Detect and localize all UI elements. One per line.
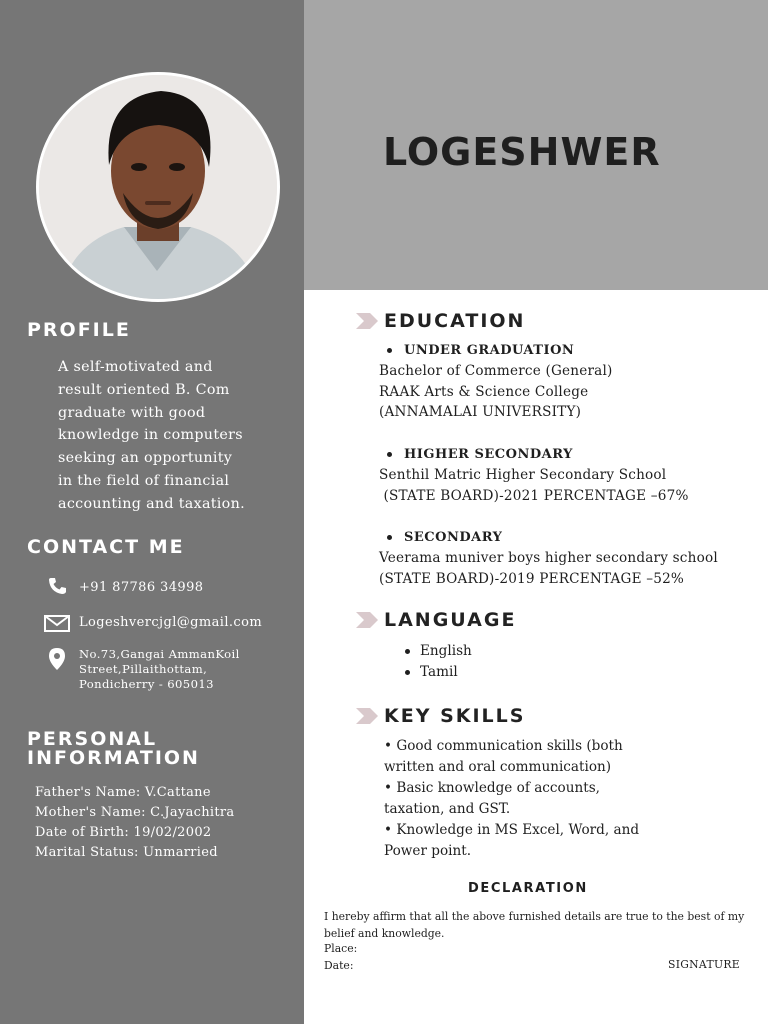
language-item bbox=[405, 643, 472, 659]
candidate-name: LOGESHWER bbox=[383, 130, 661, 174]
language-label: English bbox=[420, 643, 472, 659]
skills-list bbox=[384, 736, 664, 862]
education-heading bbox=[356, 310, 525, 332]
education-detail: Senthil Matric Higher Secondary School bbox=[379, 467, 667, 483]
location-pin-icon bbox=[44, 647, 70, 671]
contact-phone bbox=[44, 577, 203, 595]
personal-info-item: Marital Status: Unmarried bbox=[35, 845, 218, 860]
contact-address bbox=[44, 647, 240, 692]
education-entry-label: HIGHER SECONDARY bbox=[404, 447, 573, 462]
education-detail: (STATE BOARD)-2021 PERCENTAGE –67% bbox=[379, 488, 689, 504]
education-title: EDUCATION bbox=[384, 310, 526, 332]
address-text bbox=[79, 647, 240, 692]
personal-info-item: Mother's Name: C.Jayachitra bbox=[35, 805, 235, 820]
phone-number[interactable]: +91 87786 34998 bbox=[79, 580, 204, 595]
chevron-right-icon bbox=[356, 311, 380, 331]
chevron-right-icon bbox=[356, 610, 380, 630]
education-entry-title bbox=[387, 447, 573, 462]
mail-icon bbox=[44, 615, 70, 632]
bullet-icon bbox=[387, 535, 392, 540]
skills-heading bbox=[356, 705, 525, 727]
education-detail: (STATE BOARD)-2019 PERCENTAGE –52% bbox=[379, 571, 685, 587]
address-line: Pondicherry - 605013 bbox=[79, 677, 214, 691]
skills-line: • Basic knowledge of accounts, bbox=[384, 780, 600, 796]
bullet-icon bbox=[405, 649, 410, 654]
skills-line: taxation, and GST. bbox=[384, 801, 511, 817]
personal-info-list bbox=[35, 783, 234, 863]
skills-line: Power point. bbox=[384, 843, 472, 859]
bullet-icon bbox=[387, 348, 392, 353]
profile-heading: PROFILE bbox=[27, 319, 131, 341]
profile-photo bbox=[36, 72, 280, 302]
chevron-right-icon bbox=[356, 706, 380, 726]
education-entry-label: SECONDARY bbox=[404, 530, 503, 545]
address-line: No.73,Gangai AmmanKoil bbox=[79, 647, 240, 661]
language-item bbox=[405, 664, 458, 680]
contact-email bbox=[44, 615, 262, 632]
language-label: Tamil bbox=[420, 664, 458, 680]
profile-line: A self-motivated and bbox=[58, 359, 213, 375]
language-title: LANGUAGE bbox=[384, 609, 517, 631]
personal-heading bbox=[27, 730, 200, 768]
email-address[interactable]: Logeshvercjgl@gmail.com bbox=[79, 615, 263, 630]
address-line: Street,Pillaithottam, bbox=[79, 662, 208, 676]
profile-line: knowledge in computers bbox=[58, 427, 243, 444]
personal-info-item: Father's Name: V.Cattane bbox=[35, 785, 211, 800]
profile-line: graduate with good bbox=[58, 404, 206, 421]
personal-heading-line: PERSONAL bbox=[27, 728, 158, 750]
skills-title: KEY SKILLS bbox=[384, 705, 526, 727]
place-label: Place: bbox=[324, 942, 358, 955]
skills-line: • Good communication skills (both bbox=[384, 738, 623, 754]
profile-line: in the field of financial bbox=[58, 472, 230, 489]
education-detail: Veerama muniver boys higher secondary school bbox=[379, 550, 718, 566]
profile-summary bbox=[58, 356, 268, 516]
education-detail: RAAK Arts & Science College bbox=[379, 384, 589, 400]
education-entry-label: UNDER GRADUATION bbox=[404, 343, 575, 358]
profile-line: accounting and taxation. bbox=[58, 495, 245, 512]
language-heading bbox=[356, 609, 516, 631]
personal-heading-line: INFORMATION bbox=[27, 747, 200, 769]
date-label: Date: bbox=[324, 959, 354, 972]
skills-line: written and oral communication) bbox=[384, 759, 612, 775]
signature-label: SIGNATURE bbox=[668, 958, 740, 971]
personal-info-item: Date of Birth: 19/02/2002 bbox=[35, 825, 212, 840]
skills-line: • Knowledge in MS Excel, Word, and bbox=[384, 822, 640, 838]
education-detail: Bachelor of Commerce (General) bbox=[379, 363, 613, 379]
phone-icon bbox=[44, 577, 70, 595]
profile-line: result oriented B. Com bbox=[58, 381, 230, 398]
declaration-heading: DECLARATION bbox=[468, 881, 588, 896]
declaration-text: I hereby affirm that all the above furnished details are true to the best of my belief and knowledge. bbox=[324, 910, 745, 940]
contact-heading: CONTACT ME bbox=[27, 536, 185, 558]
education-detail: (ANNAMALAI UNIVERSITY) bbox=[379, 404, 582, 420]
education-entry-title bbox=[387, 530, 502, 545]
bullet-icon bbox=[405, 670, 410, 675]
bullet-icon bbox=[387, 452, 392, 457]
profile-line: seeking an opportunity bbox=[58, 450, 233, 467]
education-entry-title bbox=[387, 343, 574, 358]
